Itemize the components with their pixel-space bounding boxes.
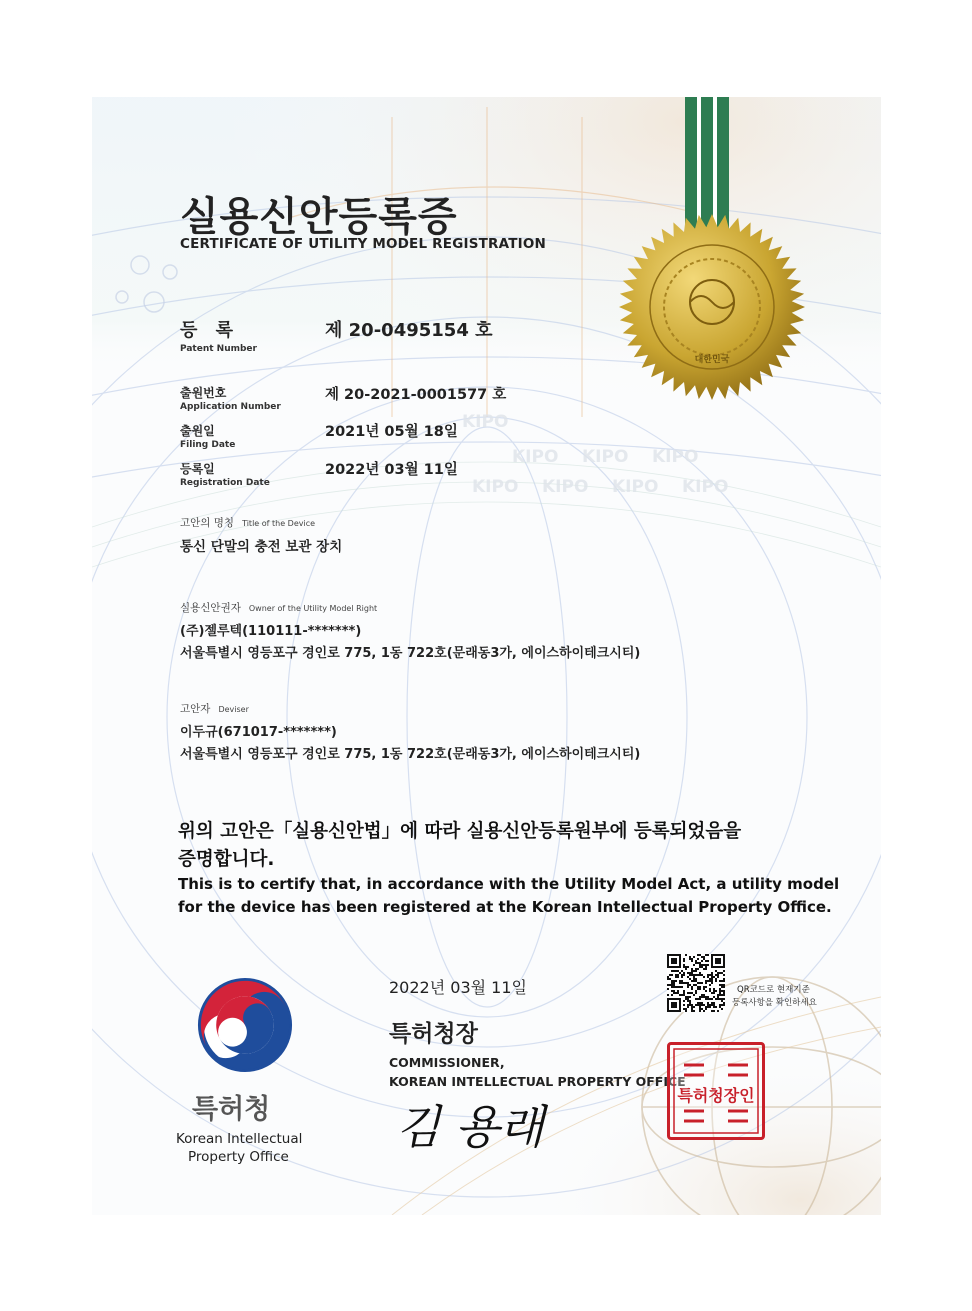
kipo-taegeuk-logo-icon [197,977,293,1073]
stamp-text: 특허청장인 [677,1086,755,1105]
application-label-ko: 출원번호 [180,386,227,400]
stamp-seal-glyphs [670,1045,762,1137]
certificate-document [92,97,881,1215]
owner-label-en: Owner of the Utility Model Right [248,604,378,613]
filing-label-ko: 출원일 [180,424,215,438]
issue-date: 2022년 03월 11일 [389,978,527,997]
deviser-label-en: Deviser [218,705,249,714]
device-label [180,515,315,530]
application-number: 제 20-2021-0001577 호 [325,387,507,403]
seal-text: 대한민국 [694,355,730,365]
device-label-ko: 고안의 명칭 [180,517,235,529]
commissioner-title-en2: KOREAN INTELLECTUAL PROPERTY OFFICE [389,1074,686,1089]
deviser-label-ko: 고안자 [180,703,211,715]
watermark-text: KIPO [652,447,699,467]
filing-label-en: Filing Date [180,440,236,450]
statement-ko-line1: 위의 고안은「실용신안법」에 따라 실용신안등록원부에 등록되었음을 [178,821,742,842]
statement-en-line2: for the device has been registered at the Korean Intellectual Property Office. [178,898,832,916]
office-name-en-line2: Property Office [188,1149,289,1165]
owner-label [180,600,377,615]
deviser-name: 이두규(671017-*******) [180,725,337,740]
deviser-address: 서울특별시 영등포구 경인로 775, 1동 722호(문래동3가, 에이스하이테크시티) [180,747,641,762]
registration-date: 2022년 03월 11일 [325,462,458,478]
certificate-title-ko: 실용신안등록증 [180,194,458,240]
owner-name: (주)젤루텍(110111-*******) [180,624,362,639]
qr-caption-line2: 등록사항을 확인하세요 [732,998,817,1008]
watermark-text: KIPO [542,477,589,497]
watermark-text: KIPO [612,477,659,497]
watermark-text: KIPO [512,447,559,467]
commissioner-title-en1: COMMISSIONER, [389,1055,505,1070]
qr-caption-line1: QR코드로 현재기준 [737,985,810,995]
owner-label-ko: 실용신안권자 [180,602,241,614]
device-label-en: Title of the Device [242,519,316,528]
certificate-title-en: CERTIFICATE OF UTILITY MODEL REGISTRATION [180,236,547,252]
device-title: 통신 단말의 충전 보관 장치 [180,539,343,555]
owner-address: 서울특별시 영등포구 경인로 775, 1동 722호(문래동3가, 에이스하이테크시티) [180,646,641,661]
registration-label-en: Registration Date [180,478,270,488]
commissioner-title-ko: 특허청장 [389,1021,478,1047]
application-label-en: Application Number [180,402,281,412]
deviser-label [180,701,249,716]
registration-label-ko: 등록일 [180,462,215,476]
watermark-text: KIPO [462,412,509,432]
patent-label-en: Patent Number [180,344,257,354]
official-red-stamp-icon [667,1042,765,1140]
signature-text: 김 용래 [396,1100,544,1154]
watermark-text: KIPO [682,477,729,497]
patent-label-ko: 등 록 [180,320,240,341]
office-name-en-line1: Korean Intellectual [176,1131,303,1147]
watermark-text: KIPO [472,477,519,497]
patent-number: 제 20-0495154 호 [325,320,493,341]
office-name-ko: 특허청 [192,1094,271,1125]
watermark-text: KIPO [582,447,629,467]
statement-ko-line2: 증명합니다. [178,849,275,870]
statement-en-line1: This is to certify that, in accordance with the Utility Model Act, a utility model [178,875,840,893]
signature-image [392,1087,587,1157]
qr-code-icon[interactable] [667,954,725,1012]
gold-seal-icon [617,212,807,402]
filing-date: 2021년 05월 18일 [325,424,458,440]
